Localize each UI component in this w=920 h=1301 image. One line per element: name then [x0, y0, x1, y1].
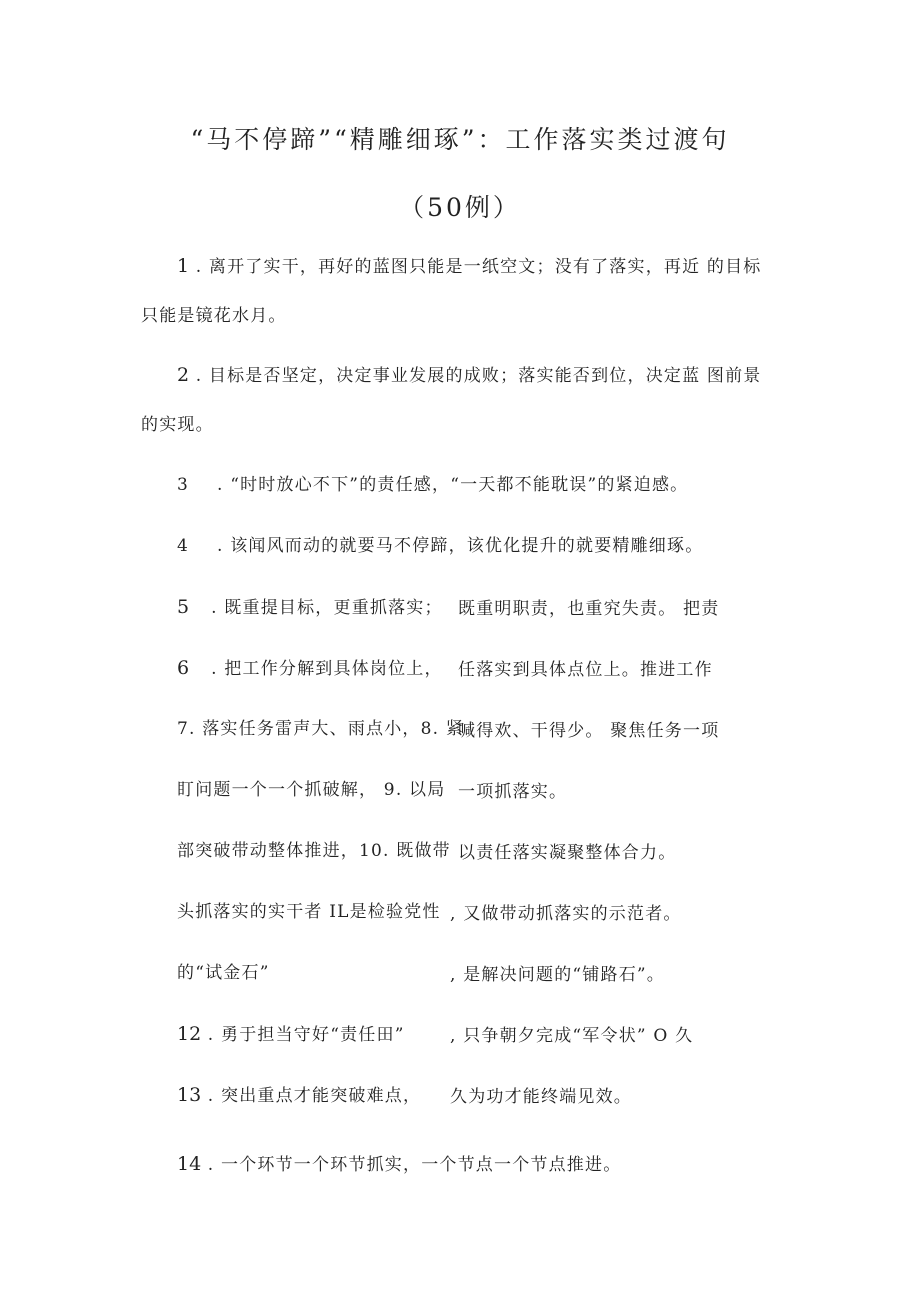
item-4-number: 4: [177, 536, 190, 556]
item-2-line-1: [177, 363, 762, 388]
item-text: . 一个环节一个环节抓实，一个节点一个节点推进。: [201, 1155, 622, 1175]
item-2-line-2: 的实现。: [141, 415, 214, 435]
item-text: . 勇于担当守好“责任田”: [201, 1025, 405, 1045]
item-text: . 突出重点才能突破难点，: [201, 1086, 422, 1106]
left-col-line-5: 部突破带动整体推进，10. 既做带: [177, 841, 451, 861]
left-col-line-4: 盯问题一个一个抓破解， 9. 以局: [177, 780, 446, 800]
item-number: 5: [177, 596, 190, 618]
item-14: [177, 1152, 621, 1177]
right-col-line-4: 一项抓落实。: [458, 782, 568, 802]
right-col-line-2: 任落实到具体点位上。推进工作: [458, 660, 713, 680]
item-text: . 离开了实干，再好的蓝图只能是一纸空文；没有了落实，再近 的目标: [189, 257, 762, 277]
item-1-line-1: [177, 254, 762, 279]
right-col-line-8: , 只争朝夕完成“军令状” O 久: [450, 1026, 694, 1046]
item-text: . 把工作分解到具体岗位上，: [211, 659, 443, 679]
left-col-line-6: 头抓落实的实干者 IL是检验党性: [177, 902, 441, 922]
item-number: 1: [177, 255, 190, 277]
item-number: 13: [177, 1084, 202, 1106]
item-3-number: 3: [177, 475, 190, 495]
right-col-line-5: 以责任落实凝聚整体合力。: [458, 843, 677, 863]
item-number: 14: [177, 1153, 202, 1175]
right-col-line-7: , 是解决问题的“铺路石”。: [450, 965, 665, 985]
document-title: “马不停蹄”“精雕细琢”：工作落实类过渡句: [190, 125, 730, 154]
left-col-line-7: 的“试金石”: [177, 963, 270, 983]
right-col-line-9: 久为功才能终端见效。: [450, 1087, 632, 1107]
right-col-line-1: 既重明职责，也重究失责。 把责: [458, 599, 720, 619]
item-1-line-2: 只能是镜花水月。: [141, 306, 287, 326]
item-number: 12: [177, 1023, 202, 1045]
left-col-line-8: [177, 1022, 405, 1047]
item-text: . 既重提目标，更重抓落实；: [211, 598, 443, 618]
left-col-line-9: [177, 1083, 421, 1108]
item-4-text: . 该闻风而动的就要马不停蹄，该优化提升的就要精雕细琢。: [217, 536, 704, 556]
item-number: 2: [177, 364, 190, 386]
item-number: 6: [177, 657, 190, 679]
item-3-text: . “时时放心不下”的责任感，“一天都不能耽误”的紧迫感。: [217, 475, 689, 495]
item-text: . 目标是否坚定，决定事业发展的成败；落实能否到位，决定蓝 图前景: [189, 366, 762, 386]
right-col-line-3: 喊得欢、干得少。 聚焦任务一项: [458, 721, 720, 741]
document-subtitle: （50例）: [399, 193, 521, 222]
right-col-line-6: , 又做带动抓落实的示范者。: [450, 904, 682, 924]
left-col-line-2: [177, 656, 443, 681]
left-col-line-1: [177, 595, 443, 620]
left-col-line-3: 7. 落实任务雷声大、雨点小，8. 紧: [177, 719, 465, 739]
